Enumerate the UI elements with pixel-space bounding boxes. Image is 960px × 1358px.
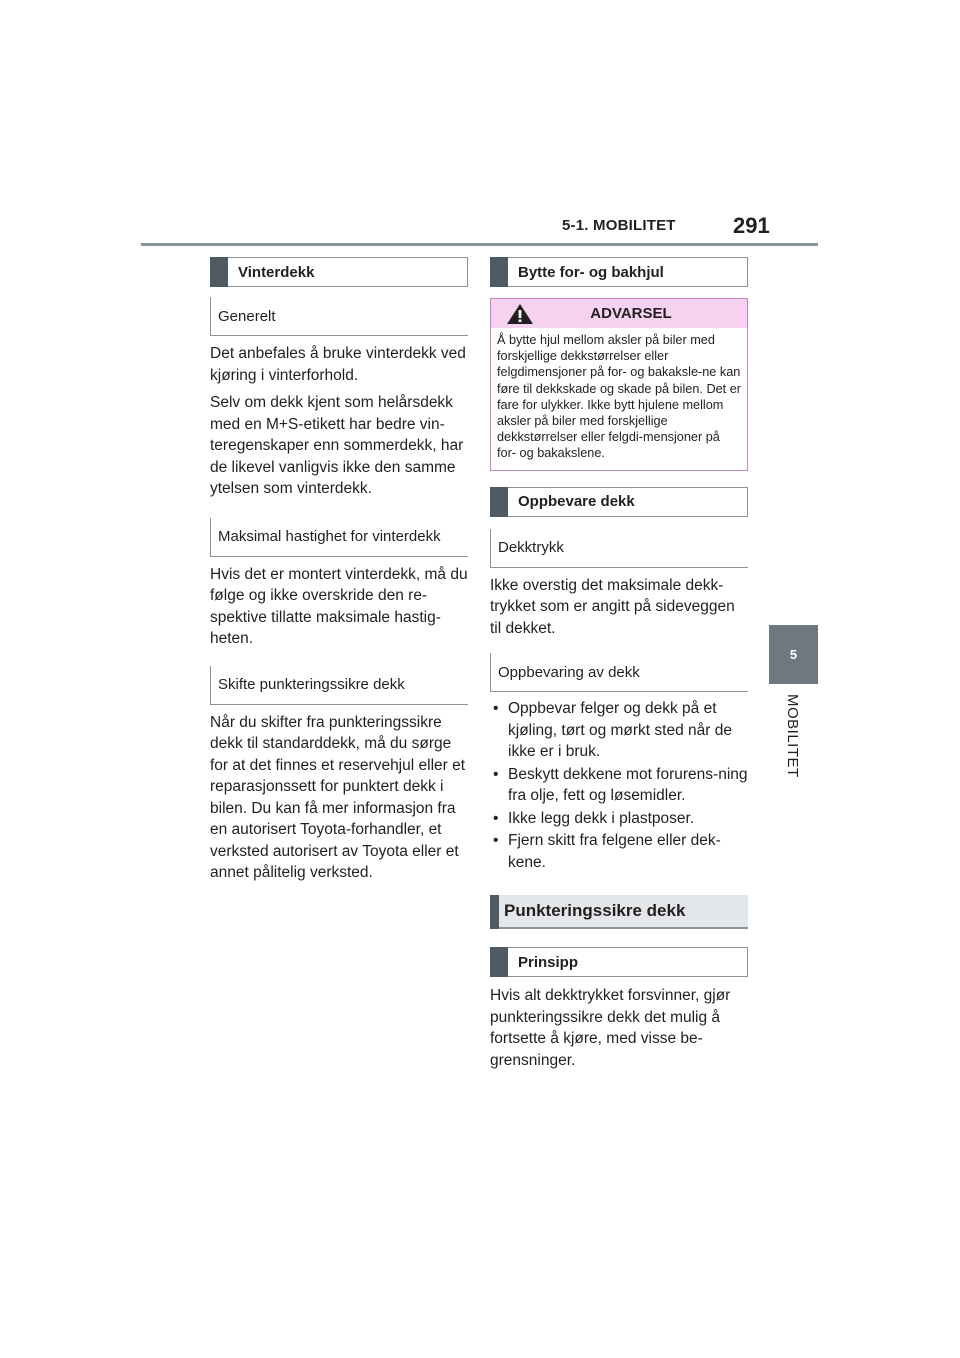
warning-box: [490, 298, 748, 471]
bullet-list: [490, 698, 748, 873]
paragraph: Det anbefales å bruke vinterdekk ved kjøring i vinterforhold.: [210, 345, 466, 384]
heading-bar: [490, 257, 508, 287]
warning-title: ADVARSEL: [590, 305, 672, 322]
heading-bar: [490, 895, 499, 929]
heading-vinterdekk: [210, 257, 468, 287]
subheading-text: Skifte punkteringssikre dekk: [218, 676, 405, 693]
paragraph: Hvis alt dekktrykket forsvinner, gjør punkteringssikre dekk det mulig å fortsette å kjøre, med visse be-grensninger.: [490, 987, 731, 1069]
subheading-text: Oppbevaring av dekk: [498, 663, 640, 681]
list-item: • Beskytt dekkene mot forurens-ning fra olje, fett og løsemidler.: [490, 764, 748, 807]
heading-text: Punkteringssikre dekk: [504, 901, 686, 921]
paragraph: Selv om dekk kjent som helårsdekk med en M+S-etikett har bedre vin-teregenskaper enn sommerdekk, har de likevel vanligvis ikke den samme ytelsen som vinterdekk.: [210, 394, 464, 497]
heading-bytte: [490, 257, 748, 287]
left-column: [210, 257, 468, 884]
list-item: • Fjern skitt fra felgene eller dek-kene.: [490, 830, 748, 873]
paragraph: Ikke overstig det maksimale dekk-trykket som er angitt på sideveggen til dekket.: [490, 576, 735, 637]
chapter-tab: [769, 625, 818, 684]
chapter-label: MOBILITET: [784, 694, 801, 778]
heading-bar: [210, 257, 228, 287]
list-item: • Oppbevar felger og dekk på et kjøling, tørt og mørkt sted når de ikke er i bruk.: [490, 698, 748, 763]
subheading-text: Maksimal hastighet for vinterdekk: [218, 528, 441, 545]
subheading-text: Dekktrykk: [498, 539, 564, 557]
subheading-oppbevaring: [490, 653, 748, 692]
heading-punkteringssikre: [490, 895, 748, 929]
subheading-maks-hastighet: [210, 518, 468, 557]
subheading-generelt: [210, 297, 468, 336]
right-column: [490, 257, 748, 1071]
heading-prinsipp: [490, 947, 748, 977]
heading-bar: [490, 487, 508, 517]
section-title: 5-1. MOBILITET: [562, 217, 676, 234]
heading-text: Oppbevare dekk: [518, 493, 635, 511]
heading-text: Prinsipp: [518, 953, 579, 971]
heading-oppbevare: [490, 487, 748, 517]
paragraph: Når du skifter fra punkteringssikre dekk til standarddekk, må du sørge for at det finnes et reservehjul eller et reparasjonssett for punktert dekk i bilen. Du kan få mer informasjon fra en autorisert Toyota-forhandler, et verksted autorisert av Toyota eller et annet pålitelig verksted.: [210, 713, 466, 881]
paragraph: Hvis det er montert vinterdekk, må du følge og ikke overskride den re-spektive tillatte maksimale hastig-heten.: [210, 565, 468, 647]
subheading-dekktrykk: [490, 529, 748, 568]
list-item: • Ikke legg dekk i plastposer.: [490, 808, 748, 830]
heading-text: Bytte for- og bakhjul: [518, 263, 664, 281]
chapter-number: 5: [789, 647, 798, 662]
subheading-text: Generelt: [218, 307, 276, 325]
warning-text: Å bytte hjul mellom aksler på biler med forskjellige dekkstørrelser eller felgdimensjoner på for- og bakaksle-ne kan føre til dekkskade og skade på bilen. Det er fare for ulykker. Ikke bytt hjulene mellom aksler på biler med forskjellige dekkstørrelser eller felgdi-mensjoner på for- og bakakslene.: [497, 333, 742, 461]
heading-text: Vinterdekk: [238, 263, 315, 281]
warning-icon: [506, 303, 534, 325]
heading-bar: [490, 947, 508, 977]
warning-header: [491, 299, 747, 328]
header-rule: [141, 243, 818, 246]
page-number: 291: [733, 213, 770, 238]
subheading-skifte: [210, 666, 468, 705]
